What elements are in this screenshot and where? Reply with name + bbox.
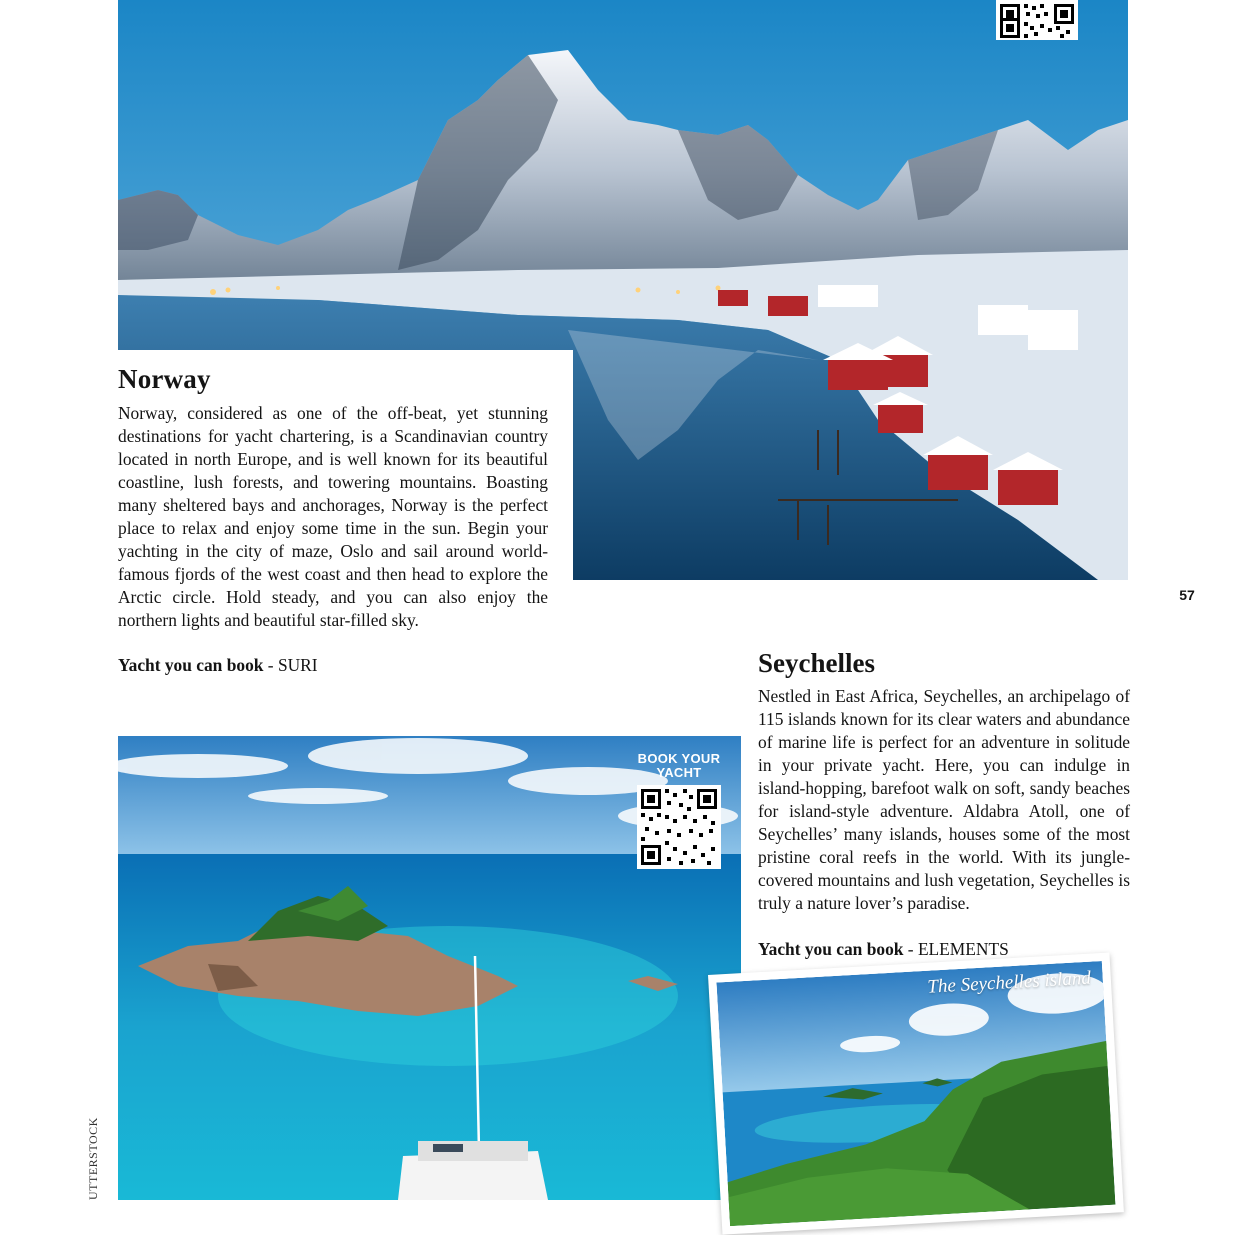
seychelles-body-text: Nestled in East Africa, Seychelles, an archipelago of 115 islands known for its clear waters and abundance of marine life is perfect for an adventure in solitude in your private yacht. Here, you can indulge in island-hopping, barefoot walk on soft, sandy beaches for island-style adventure. Aldabra Atoll, one of Seychelles’ many islands, houses some of the most pristine coral reefs in the world. With its jungle-covered mountains and lush vegetation, Seychelles is truly a nature lover’s paradise. xyxy=(758,686,1130,913)
yacht-name: SURI xyxy=(277,655,318,675)
photo-credit: UTTERSTOCK xyxy=(86,1117,100,1200)
book-your-yacht-label xyxy=(632,752,726,780)
yacht-name: ELEMENTS xyxy=(917,939,1009,959)
seychelles-heading: Seychelles xyxy=(758,648,875,678)
yacht-label: Yacht you can book xyxy=(758,939,904,959)
page-number: 57 xyxy=(1179,587,1195,603)
norway-body-text: Norway, considered as one of the off-beat, yet stunning destinations for yacht chartering, is a Scandinavian country located in north Europe, and is well known for its beautiful coastline, lush forests, and towering mountains. Boasting many sheltered bays and anchorages, Norway is the perfect place to relax and enjoy some time in the sun. Begin your yachting in the city of maze, Oslo and sail around world-famous fjords of the west coast and then head to explore the Arctic circle. Hold steady, and you can also enjoy the northern lights and beautiful star-filled sky. xyxy=(118,403,548,630)
yacht-separator: - xyxy=(263,655,278,675)
yacht-label: Yacht you can book xyxy=(118,655,264,675)
seychelles-yacht-line xyxy=(758,938,1009,961)
book-label-line2: YACHT xyxy=(656,765,702,780)
norway-heading: Norway xyxy=(118,364,211,394)
yacht-separator: - xyxy=(903,939,918,959)
qr-code-icon[interactable] xyxy=(637,785,721,869)
postcard-caption: The Seychelles island xyxy=(926,967,1092,998)
postcard-photo xyxy=(716,961,1115,1226)
qr-code-icon[interactable] xyxy=(996,0,1078,40)
book-label-line1: BOOK YOUR xyxy=(637,751,721,766)
norway-yacht-line xyxy=(118,654,318,677)
seychelles-postcard xyxy=(708,953,1124,1235)
